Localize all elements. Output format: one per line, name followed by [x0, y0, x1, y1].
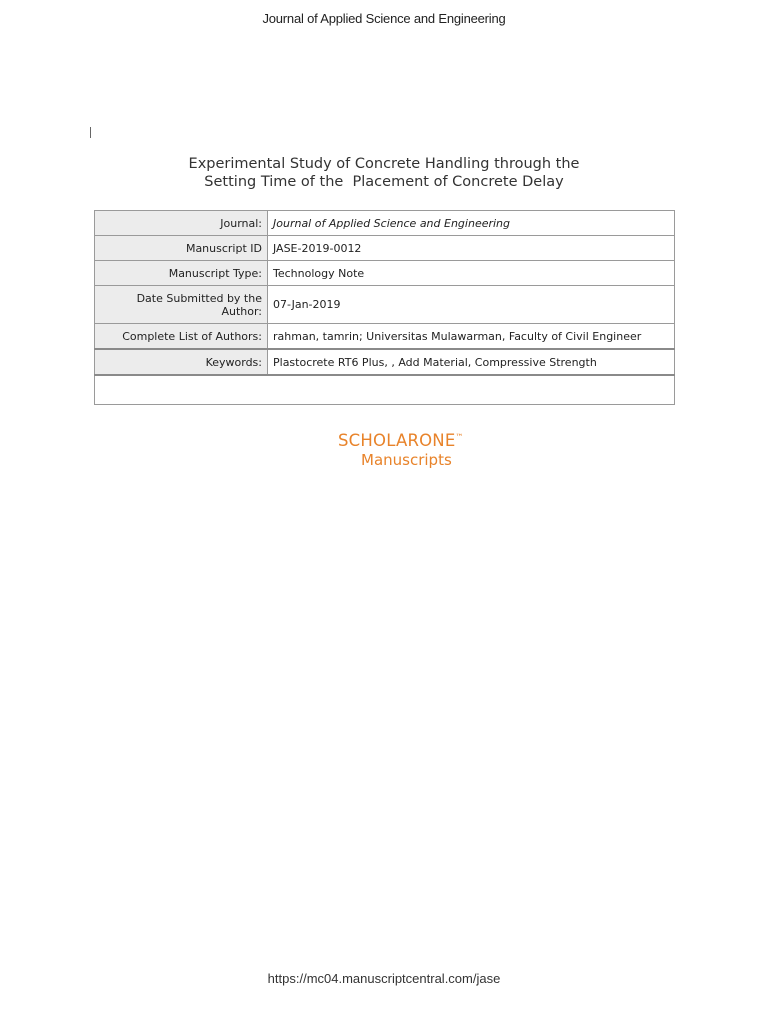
paper-title-line-2: Setting Time of the Placement of Concrete Delay — [204, 174, 564, 190]
keywords-value: Plastocrete RT6 Plus, , Add Material, Compressive Strength — [268, 349, 675, 375]
journal-label: Journal: — [95, 211, 268, 236]
trademark-symbol: ™ — [455, 432, 464, 442]
table-row-blank — [95, 375, 675, 405]
manuscript-type-value: Technology Note — [268, 261, 675, 286]
date-submitted-value: 07-Jan-2019 — [268, 286, 675, 324]
manuscripts-wordmark: Manuscripts — [361, 451, 452, 469]
paper-title — [0, 155, 768, 191]
table-row-manuscript-type — [95, 261, 675, 286]
blank-cell — [95, 375, 675, 405]
table-row-journal — [95, 211, 675, 236]
text-cursor-mark — [90, 127, 91, 138]
keywords-label: Keywords: — [95, 349, 268, 375]
authors-value: rahman, tamrin; Universitas Mulawarman, Faculty of Civil Engineer — [268, 324, 675, 350]
scholarone-wordmark — [338, 431, 464, 450]
scholarone-logo — [338, 431, 464, 469]
manuscript-type-label: Manuscript Type: — [95, 261, 268, 286]
manuscript-metadata-table — [94, 210, 675, 405]
table-row-authors — [95, 324, 675, 350]
scholarone-wordmark-part-b: ONE — [419, 431, 456, 450]
manuscript-id-label: Manuscript ID — [95, 236, 268, 261]
table-row-keywords — [95, 349, 675, 375]
date-submitted-label: Date Submitted by the Author: — [95, 286, 268, 324]
authors-label: Complete List of Authors: — [95, 324, 268, 350]
table-row-date-submitted — [95, 286, 675, 324]
manuscript-id-value: JASE-2019-0012 — [268, 236, 675, 261]
footer-url: https://mc04.manuscriptcentral.com/jase — [267, 971, 501, 986]
scholarone-wordmark-part-a: SCHOLAR — [338, 431, 420, 450]
paper-title-line-1: Experimental Study of Concrete Handling through the — [188, 156, 580, 172]
journal-value: Journal of Applied Science and Engineering — [268, 211, 675, 236]
table-row-manuscript-id — [95, 236, 675, 261]
running-head: Journal of Applied Science and Engineering — [262, 11, 506, 26]
